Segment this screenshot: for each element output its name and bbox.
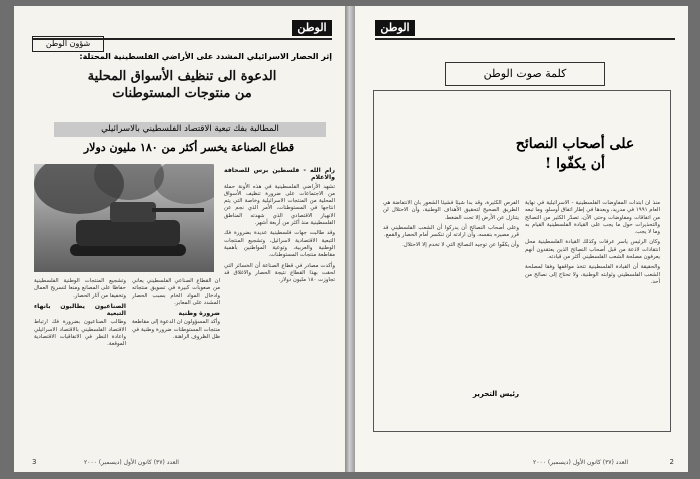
paragraph: وأكد المسؤولون ان الدعوة إلى مقاطعة منتجات المستوطنات ضرورة وطنية في ظل الظروف الراهنة. (132, 319, 220, 341)
page-number: 3 (32, 458, 37, 466)
editorial-title (505, 134, 645, 174)
editorial-column-1 (525, 200, 660, 422)
title-line-1: على أصحاب النصائح (515, 136, 635, 152)
paragraph: والحقيقة أن القيادة الفلسطينية تتخذ مواقفها وفقا لمصلحة الشعب الفلسطيني وثوابته الوطنية، ولا تحتاج إلى نصائح من أحد. (525, 264, 660, 285)
paragraph: وطالب الصناعيون بضرورة فك ارتباط الاقتصاد الفلسطيني بالاقتصاد الاسرائيلي واعادة النظر في الاتفاقيات الاقتصادية الموقعة. (34, 319, 126, 348)
issue-footer: العدد (٣٧) كانون الأول (ديسمبر) ٢٠٠٠ (84, 459, 179, 466)
book-gutter (345, 6, 355, 472)
magazine-logo: الوطن (292, 20, 332, 36)
right-page (355, 6, 688, 472)
tank-gun (152, 208, 204, 212)
article-column-2 (132, 278, 220, 432)
paragraph: وتشجيع المنتجات الوطنية الفلسطينية حفاظا على المصانع ومنعا لتسريح العمال وتخفيفا من آثار الحصار. (34, 278, 126, 299)
paragraph: وكان الرئيس ياسر عرفات وكذلك القيادة الفلسطينية محل انتقادات لاذعة من قبل أصحاب النصائح الذين يعتقدون أنهم يعرفون مصلحة الشعب الفلسطيني أكثر من قيادته. (525, 239, 660, 261)
tank-photo (34, 164, 214, 272)
tank-turret (110, 202, 156, 222)
paragraph: الفرص الكثيرة، وقد بدأ شيئا فشيئا الشعور بأن الانتفاضة هي الطريق الصحيح لتحقيق الأهداف الوطنية، وأن الاحتلال لن يتنازل عن الأرض إلا تحت الضغط. (383, 200, 519, 221)
paragraph: وعلى أصحاب النصائح أن يدركوا أن الشعب الفلسطيني قد قرر مصيره بنفسه، وأن ارادته لن تنكسر أمام الحصار والقمع. (383, 224, 519, 239)
paragraph: وقد طالبت جهات فلسطينية عديدة بضرورة فك التبعية الاقتصادية لاسرائيل، وتشجيع المنتجات الوطنية والعربية، وتوعية المواطنين بأهمية مقاطعة منتجات المستوطنات. (224, 230, 335, 259)
left-page (14, 6, 345, 472)
article-column-3 (34, 278, 126, 432)
subheading: ضرورة وطنية (178, 310, 220, 318)
paragraph: تشهد الأراضي الفلسطينية في هذه الأونة حملة من الاجتماعات على ضرورة تنظيف الأسواق المحلية من المنتجات الاسرائيلية وخاصة التي يتم انتاجها في المستوطنات، الأمر الذي نجم عن الانهيار الاقتصادي الذي شهدته المناطق الفلسطينية منذ أكثر من أربعة أشهر. (224, 183, 335, 227)
article-deck: قطاع الصناعة يخسر أكثر من ١٨٠ مليون دولار (83, 141, 295, 154)
headline-line-1: الدعوة الى تنظيف الأسواق المحلية (87, 69, 277, 84)
tank-body (76, 220, 180, 246)
subheading: الصناعيون يطالبون بانهاء التبعية (34, 302, 126, 318)
editorial-column-2 (383, 200, 519, 386)
paragraph: ان القطاع الصناعي الفلسطيني يعاني من صعوبات كبيرة في تسويق منتجاته وادخال المواد الخام بسبب الحصار المشدد على المعابر. (132, 278, 220, 306)
article-column-1 (224, 164, 335, 432)
paragraph: وأكدت مصادر في قطاع الصناعة أن الخسائر التي لحقت بهذا القطاع نتيجة الحصار والاغلاق قد تجاوزت ١٨٠ مليون دولار. (224, 262, 335, 284)
section-badge: شؤون الوطن (32, 36, 104, 52)
issue-footer: العدد (٣٧) كانون الأول (ديسمبر) ٢٠٠٠ (533, 459, 628, 466)
dateline: رام الله - فلسطين برس للصحافة والاعلام (224, 167, 335, 182)
article-headline (34, 68, 330, 102)
editorial-badge: كلمة صوت الوطن (445, 62, 605, 86)
paragraph: منذ أن ابتدأت المفاوضات الفلسطينية - الاسرائيلية في نهاية العام ١٩٩١ في مدريد، وبعدها في إطار اتفاق أوسلو، وما تبعه من اتفاقات ومفاوضات وحتى الآن، تصدّر الكثير من النصائح والتحذيرات حول ما يجب على القيادة الفلسطينية القيام به وما لا يجب. (525, 200, 660, 236)
title-line-2: أن يكفّوا ! (545, 156, 605, 172)
magazine-logo: الوطن (375, 20, 415, 36)
article-kicker: إثر الحصار الاسرائيلي المشدد على الأراضي الفلسطينية المحتلة: (79, 52, 332, 61)
page-number: 2 (669, 458, 674, 466)
headline-line-2: من منتوجات المستوطنات (112, 86, 252, 101)
editor-signature: رئيس التحرير (472, 390, 519, 398)
article-subhead: المطالبة بفك تبعية الاقتصاد الفلسطيني بالاسرائيلي (54, 122, 326, 137)
masthead-rule (375, 20, 675, 40)
smoke-cloud (154, 164, 214, 204)
paragraph: وأن يكفّوا عن توجيه النصائح التي لا تخدم إلا الاحتلال. (402, 242, 519, 249)
